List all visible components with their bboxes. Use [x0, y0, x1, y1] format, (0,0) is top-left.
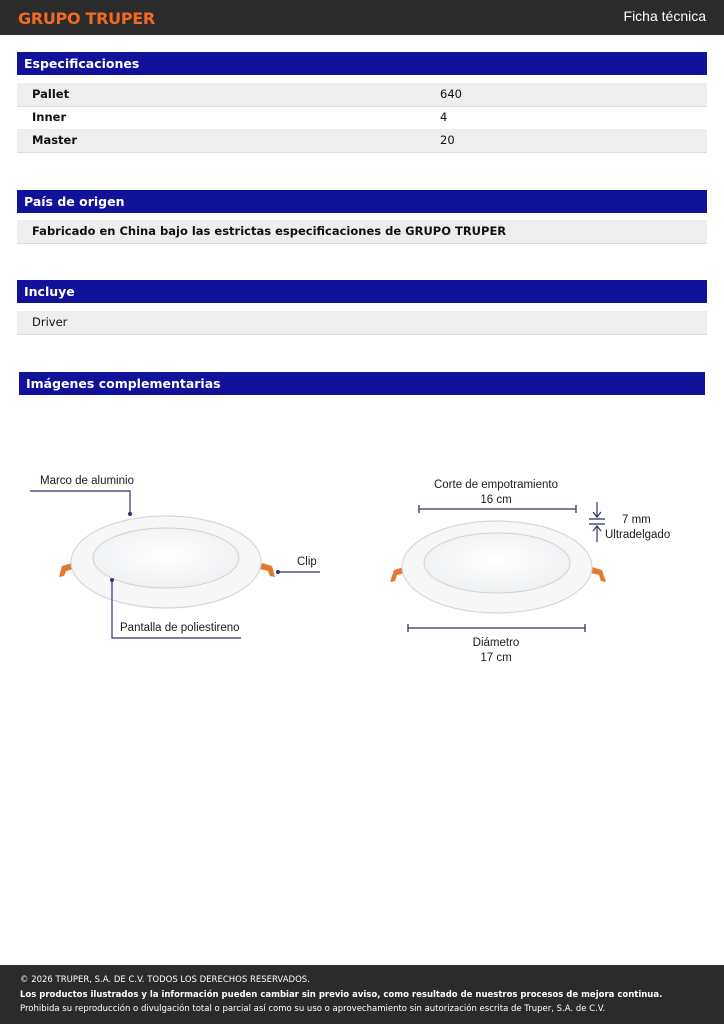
- spec-label: Master: [32, 133, 78, 147]
- footer-notice: Los productos ilustrados y la información pueden cambiar sin previo aviso, como resultado de nuestros procesos de mejora continua.: [20, 990, 663, 1000]
- footer-legal: Prohibida su reproducción o divulgación total o parcial así como su uso o aprovechamiento sin autorización escrita de Truper, S.A. de C.V.: [20, 1004, 606, 1014]
- clip-right: [260, 563, 275, 577]
- panel-lens-left: [93, 528, 239, 588]
- label-clip: Clip: [297, 556, 317, 568]
- origin-row: [17, 220, 707, 244]
- spec-label: Inner: [32, 110, 67, 124]
- spec-row-pallet: [17, 83, 707, 107]
- section-header-images: Imágenes complementarias: [19, 372, 705, 395]
- section-header-origin: País de origen: [17, 190, 707, 213]
- label-diameter-line1: Diámetro: [472, 637, 520, 649]
- includes-row: [17, 311, 707, 335]
- callout-screen-dot: [110, 578, 114, 582]
- spec-value: 20: [440, 133, 455, 147]
- spec-value: 4: [440, 110, 448, 124]
- label-thickness-line1: 7 mm: [622, 514, 651, 526]
- callout-clip-dot: [276, 570, 280, 574]
- callout-frame-line: [30, 491, 130, 513]
- includes-text: Driver: [32, 315, 68, 329]
- label-screen: Pantalla de poliestireno: [120, 622, 240, 634]
- origin-text: Fabricado en China bajo las estrictas especificaciones de GRUPO TRUPER: [32, 224, 507, 238]
- label-frame: Marco de aluminio: [40, 475, 134, 487]
- top-bar: [0, 0, 724, 35]
- section-header-includes: Incluye: [17, 280, 707, 303]
- spec-label: Pallet: [32, 87, 70, 101]
- footer-copyright: © 2026 TRUPER, S.A. DE C.V. TODOS LOS DERECHOS RESERVADOS.: [20, 975, 310, 985]
- panel-lens-right: [424, 533, 570, 593]
- label-cut-line1: Corte de empotramiento: [433, 479, 559, 491]
- section-header-specifications: Especificaciones: [17, 52, 707, 75]
- clip-right-2: [591, 567, 606, 582]
- callout-frame-dot: [128, 512, 132, 516]
- label-diameter-line2: 17 cm: [480, 652, 512, 664]
- document-title: Ficha técnica: [623, 8, 706, 24]
- brand-logo: GRUPO TRUPER: [18, 9, 155, 28]
- product-diagram: [0, 400, 724, 700]
- footer: [0, 965, 724, 1024]
- spec-row-inner: [17, 106, 707, 129]
- label-cut-line2: 16 cm: [480, 494, 512, 506]
- spec-value: 640: [440, 87, 462, 101]
- label-thickness-line2: Ultradelgado: [605, 529, 671, 541]
- spec-row-master: [17, 129, 707, 153]
